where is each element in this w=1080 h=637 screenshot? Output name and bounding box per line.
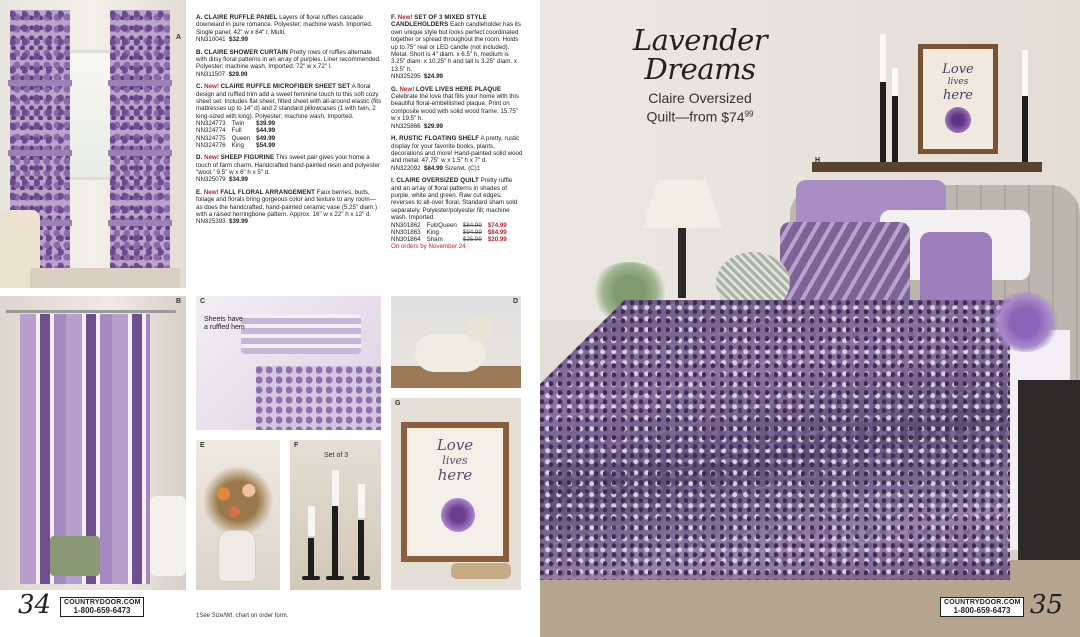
photo-love-plaque: [391, 398, 521, 590]
product-e: E. New! FALL FLORAL ARRANGEMENT Faux berries, buds, foliage and florals bring gorgeous color and texture to any room—as does the handcrafted, hand-painted ceramic vase (5.25" diam.) with a raised herringbone pattern. Approx. 16" w x 22" h x 12" d. NN325393 $39.99: [196, 188, 378, 226]
page-number-left: 34: [18, 590, 52, 620]
shower-rod: [6, 310, 176, 313]
sheet-set-price-table: [196, 120, 281, 149]
table-row: NN324774 Full $44.99: [196, 127, 276, 135]
oversized-quilt: [540, 300, 1010, 580]
photo-bedroom-scene: [540, 0, 1080, 637]
table-row: NN301864 Sham $25.99 $20.99: [391, 235, 507, 243]
photo-label-a: A: [176, 34, 182, 41]
table-row: NN324775 Queen $49.99: [196, 134, 276, 142]
table-row: NN324773 Twin $39.99: [196, 120, 276, 128]
product-i: I. CLAIRE OVERSIZED QUILT Pretty ruffle and an array of floral patterns in shades of purple, white and green. Raw cut edges; reverses to all-over floral. Standard sham sold separately. Polyester/polyester fill; machine wash. Imported. NN301862 Full/Queen $84.99 $74.99 NN301863 King $94.99 $84.99 NN301864 Sham $25.99 $20.99 On orders by November 24: [391, 177, 523, 250]
photo-shower-curtain: [0, 296, 186, 590]
headline-price-cents: 99: [744, 109, 754, 118]
nightstand: [1018, 380, 1080, 560]
rustic-floating-shelf: [812, 162, 1042, 172]
made-bed: [256, 366, 381, 430]
product-copy-column-2: [391, 14, 523, 256]
photo-label-g: G: [395, 400, 401, 407]
product-f: F. New! SET OF 3 MIXED STYLE CANDLEHOLDERS Each candleholder has its own unique style but looks perfect coordinated together or spread throughout the room. Holds up to.75" real or LED candle (not included). Metal. Short is 4" diam. x 6.5" h, medium is 3.25" diam. x 10.25" h and tall is 3.25" diam. x 13.5" h. NN325295 $24.99: [391, 14, 521, 81]
plaque-flower: [441, 498, 475, 532]
quilt-price-table: [391, 222, 513, 244]
product-b: B. CLAIRE SHOWER CURTAIN Pretty rows of ruffles alternate with ditsy floral patterns in an array of purples. Liner recommended. Polyester; machine wash. Imported. 72" w x 72" l. NN311507 $29.99: [196, 48, 381, 78]
sheets-caption: Sheets have a ruffled hem: [204, 316, 245, 331]
plaque-script: Love lives here: [436, 436, 474, 484]
website-url: COUNTRYDOOR.COM: [64, 599, 141, 606]
rug: [30, 268, 180, 288]
candles-caption: Set of 3: [324, 452, 349, 459]
photo-label-e: E: [200, 442, 205, 449]
contact-box-right: [940, 597, 1024, 617]
towel-stool: [50, 536, 100, 576]
photo-label-f: F: [294, 442, 299, 449]
table-row: NN301862 Full/Queen $84.99 $74.99: [391, 221, 507, 229]
product-d: D. New! SHEEP FIGURINE This sweet pair gives your home a touch of farm charm. Handcrafted hand-painted resin and polyester "wool." 9.5" w x 6" h x 5" d. NN325079 $34.99: [196, 154, 381, 184]
phone-number: 1-800-659-6473: [73, 606, 131, 615]
photo-floral-arrangement: [196, 440, 280, 590]
size-footnote: ‡See Size/Wt. chart on order form.: [196, 613, 289, 619]
table-lamp-base: [678, 228, 686, 298]
curtain-right: [110, 10, 170, 270]
photo-sheep-figurine: [391, 296, 521, 388]
photo-curtain-panel: [0, 0, 186, 288]
feature-headline: [630, 23, 770, 125]
table-row: NN301863 King $94.99 $84.99: [391, 228, 507, 236]
lilac-flowers: [990, 292, 1060, 352]
headline-script-2: Dreams: [644, 52, 756, 86]
photo-label-h: H: [815, 157, 821, 164]
page-number-right: 35: [1030, 590, 1064, 620]
product-g: G. New! LOVE LIVES HERE PLAQUE Celebrate the love that fills your home with this beautiful floral-embellished plaque. Print on composite wood with solid wood frame. 15.75" w x 19.5" h. NN325866 $29.99: [391, 85, 519, 130]
product-c: C. New! CLAIRE RUFFLE MICROFIBER SHEET SET A floral design and ruffled trim add a sweet feminine touch to this soft cozy sheet set. Includes flat sheet, fitted sheet with all-around elastic (fits mattresses up to 14" d) and 2 standard pillowcases (1 with twin, 2 king-sized with king). Polyester; machine wash. Imported. NN324773 Twin $39.99 NN324774 Full $44.99 NN324775 Queen $49.99 NN324776 King $54.99: [196, 83, 382, 149]
love-lives-here-sign: Love lives here: [918, 44, 998, 154]
bouquet: [202, 466, 274, 536]
photo-label-c: C: [200, 298, 206, 305]
contact-box-left: [60, 597, 144, 617]
product-h: H. RUSTIC FLOATING SHELF A pretty, rustic display for your favorite books, plants, decorations and more! Hand-painted solid wood and metal. 47.75" w x 1.5" h x 7" d. NN322092 $84.99 Size/wt. (C)‡: [391, 135, 523, 172]
quilted-pillow: [780, 222, 910, 312]
photo-label-b: B: [176, 298, 182, 305]
headline-price: $74: [721, 108, 745, 125]
product-a: A. CLAIRE RUFFLE PANEL Layers of floral ruffles cascade downward in pure romance. Polyester; machine wash. Imported. Single panel; 42" w x 84" l. Multi. NN310041 $32.99: [196, 14, 373, 44]
photo-sheet-set: [196, 296, 381, 430]
table-row: NN324776 King $54.99: [196, 141, 276, 149]
phone-number: 1-800-659-6473: [953, 606, 1011, 615]
sale-deadline-note: On orders by November 24: [391, 243, 466, 251]
plaque-frame: [401, 422, 509, 562]
photo-label-d: D: [513, 298, 519, 305]
sign-flower: [945, 107, 971, 133]
headline-script-1: Lavender: [632, 23, 768, 57]
headline-subhead: Claire Oversized Quilt—from $\$74^{99}$: [646, 90, 754, 125]
ceramic-vase: [218, 530, 256, 582]
photo-label-i: I: [1000, 396, 1002, 403]
sheep-head: [465, 316, 493, 342]
folded-sheets: [241, 314, 361, 354]
product-copy-column-1: [196, 14, 382, 231]
decor-wreath: [451, 563, 511, 579]
bathtub: [150, 496, 186, 576]
photo-candleholders: [290, 440, 381, 590]
website-url: COUNTRYDOOR.COM: [944, 599, 1021, 606]
